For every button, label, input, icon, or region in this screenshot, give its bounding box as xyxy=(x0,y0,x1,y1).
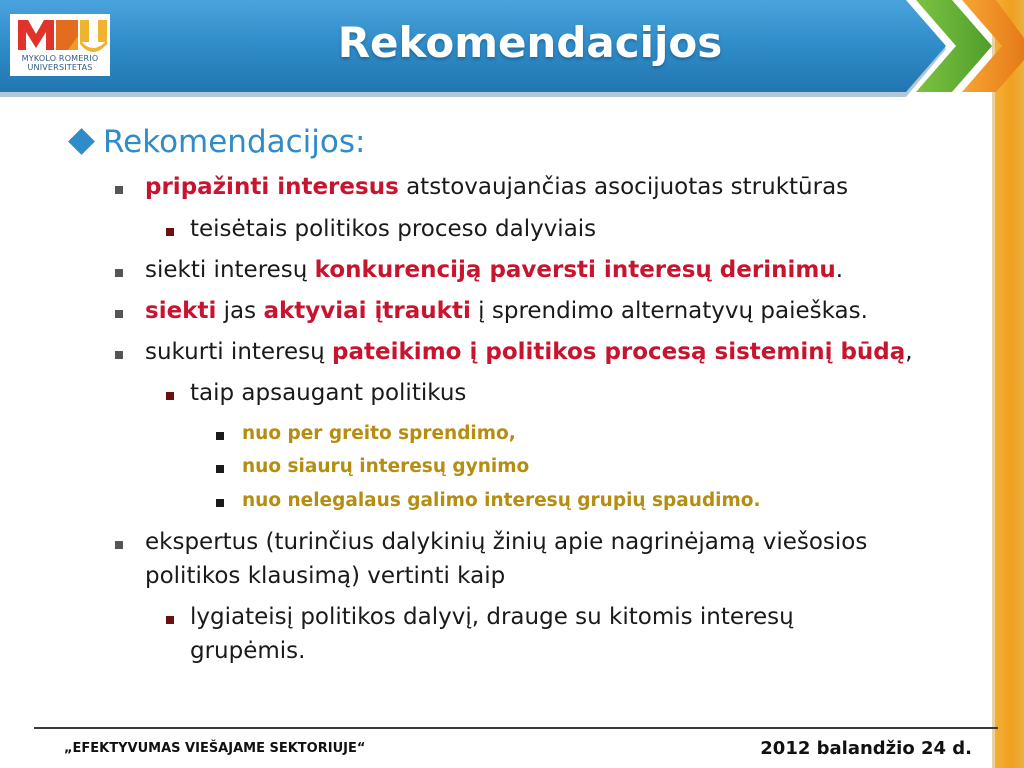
highlighted-text: konkurenciją paversti interesų derinimu xyxy=(314,257,836,283)
item-text: taip apsaugant politikus xyxy=(190,380,467,406)
footer-event-title: „EFEKTYVUMAS VIEŠAJAME SEKTORIUJE“ xyxy=(64,741,366,756)
bullet-item-level2 xyxy=(190,216,596,242)
item-text: . xyxy=(835,257,843,283)
item-text: , xyxy=(905,339,913,365)
item-text: nuo siaurų interesų gynimo xyxy=(242,456,530,477)
square-bullet-icon xyxy=(216,465,224,473)
highlighted-text: siekti xyxy=(145,298,217,324)
item-text: į sprendimo alternatyvų paieškas. xyxy=(470,298,868,324)
bullet-item-continuation: grupėmis. xyxy=(190,638,306,664)
highlighted-text: pripažinti interesus xyxy=(145,174,399,200)
item-text: atstovaujančias asocijuotas struktūras xyxy=(398,174,849,200)
square-bullet-icon xyxy=(216,499,224,507)
square-bullet-icon xyxy=(166,616,174,624)
square-bullet-icon xyxy=(115,310,123,318)
highlighted-text: pateikimo į politikos procesą sisteminį būdą xyxy=(332,339,906,365)
bullet-item-level3 xyxy=(242,423,516,444)
bullet-item-level3 xyxy=(242,456,529,477)
highlighted-text: aktyviai įtraukti xyxy=(263,298,471,324)
bullet-item-level1 xyxy=(145,174,848,200)
square-bullet-icon xyxy=(115,186,123,194)
item-text: siekti interesų xyxy=(145,257,315,283)
side-accent-strip xyxy=(992,0,1024,768)
square-bullet-icon xyxy=(115,269,123,277)
logo-text: MYKOLO ROMERIO UNIVERSITETAS xyxy=(21,54,99,72)
title-banner xyxy=(0,0,1024,100)
item-text: nuo nelegalaus galimo interesų grupių spaudimo. xyxy=(242,490,761,511)
item-text: jas xyxy=(216,298,264,324)
bullet-item-level3 xyxy=(242,490,761,511)
square-bullet-icon xyxy=(115,541,123,549)
bullet-item-level2 xyxy=(190,380,466,406)
item-text: lygiateisį politikos dalyvį, drauge su kitomis interesų xyxy=(190,604,794,630)
mru-logo-mark xyxy=(10,14,110,54)
square-bullet-icon xyxy=(115,351,123,359)
square-bullet-icon xyxy=(166,228,174,236)
bullet-item-continuation: politikos klausimą) vertinti kaip xyxy=(145,563,506,589)
item-text: ekspertus (turinčius dalykinių žinių apie nagrinėjamą viešosios xyxy=(145,529,868,555)
bullet-item-level1 xyxy=(145,339,913,365)
item-text: nuo per greito sprendimo, xyxy=(242,423,516,444)
diamond-bullet-icon xyxy=(68,128,95,155)
bullet-item-level1 xyxy=(145,257,843,283)
item-text: sukurti interesų xyxy=(145,339,333,365)
square-bullet-icon xyxy=(166,392,174,400)
bullet-item-level1 xyxy=(145,298,868,324)
section-heading: Rekomendacijos: xyxy=(68,124,365,160)
slide-title: Rekomendacijos xyxy=(337,18,723,67)
bullet-item-level2 xyxy=(190,604,794,630)
mru-logo xyxy=(10,14,110,76)
footer-date: 2012 balandžio 24 d. xyxy=(760,738,972,759)
item-text: teisėtais politikos proceso dalyviais xyxy=(190,216,597,242)
square-bullet-icon xyxy=(216,432,224,440)
footer-divider xyxy=(34,727,998,729)
bullet-item-level1 xyxy=(145,529,867,555)
